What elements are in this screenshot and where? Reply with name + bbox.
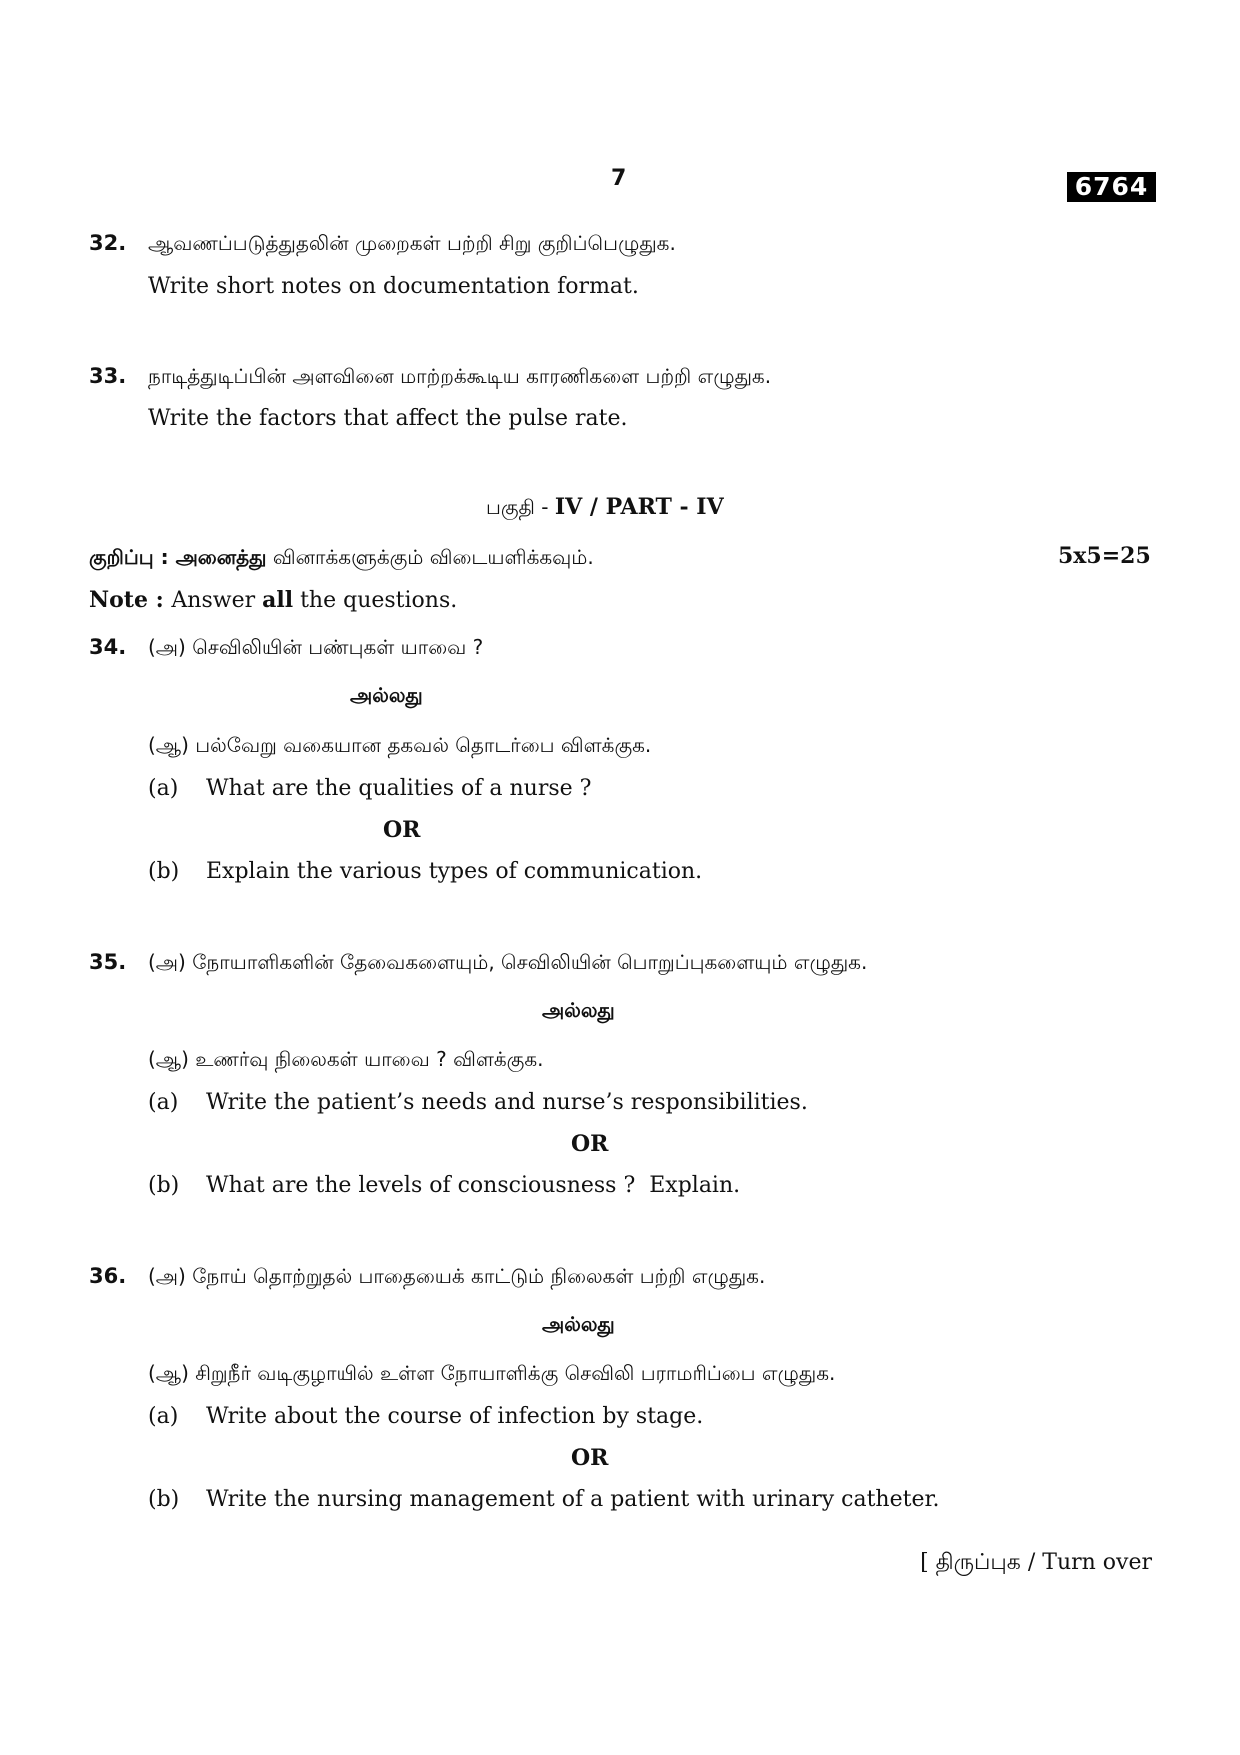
instruction-tamil-bold: அனைத்து [175,545,267,569]
part-heading-english: IV / PART - IV [554,494,724,520]
part-heading [486,494,724,522]
marks-allocation: 5x5=25 [1058,543,1151,569]
turn-over-note [920,1550,1152,1578]
q35-tamil-or: அல்லது [542,998,615,1022]
q36-label-b: (b) [148,1487,180,1512]
q36-label-a: (a) [148,1404,179,1429]
q34-tamil-option-b: (ஆ) பல்வேறு வகையான தகவல் தொடர்பை விளக்குக. [148,733,652,757]
instruction-tamil-label: குறிப்பு : [89,545,176,569]
q35-english-option-b: What are the levels of consciousness ? Explain. [206,1173,741,1198]
q34-label-b: (b) [148,859,180,884]
instruction-english [89,587,457,613]
part-heading-tamil: பகுதி - [486,495,555,519]
q33-tamil-text: நாடித்துடிப்பின் அளவினை மாற்றக்கூடிய காரணிகளை பற்றி எழுதுக. [148,364,772,388]
q36-or: OR [571,1445,609,1471]
paper-code-badge: 6764 [1067,172,1156,202]
instruction-english-post: the questions. [293,588,458,613]
q34-tamil-or: அல்லது [350,683,423,707]
q34-english-option-b: Explain the various types of communication. [206,859,703,884]
instruction-english-label: Note : [89,587,172,613]
question-number-35: 35. [89,950,127,974]
q36-tamil-or: அல்லது [542,1312,615,1336]
q36-english-option-b: Write the nursing management of a patient with urinary catheter. [206,1487,940,1512]
q36-english-option-a: Write about the course of infection by stage. [206,1404,704,1429]
q35-or: OR [571,1131,609,1157]
turn-over-text: [ திருப்புக / Turn over [920,1550,1152,1575]
question-number-33: 33. [89,364,127,388]
q32-tamil-text: ஆவணப்படுத்துதலின் முறைகள் பற்றி சிறு குறிப்பெழுதுக. [148,231,676,255]
q34-label-a: (a) [148,776,179,801]
q35-tamil-option-b: (ஆ) உணர்வு நிலைகள் யாவை ? விளக்குக. [148,1047,544,1071]
q36-tamil-option-a: (அ) நோய் தொற்றுதல் பாதையைக் காட்டும் நிலைகள் பற்றி எழுதுக. [148,1264,766,1288]
q35-label-b: (b) [148,1173,180,1198]
q34-or: OR [383,817,421,843]
question-number-36: 36. [89,1264,127,1288]
q35-label-a: (a) [148,1090,179,1115]
instruction-english-bold: all [262,587,294,613]
question-number-32: 32. [89,231,127,255]
q33-english-text: Write the factors that affect the pulse rate. [148,406,628,431]
q34-tamil-option-a: (அ) செவிலியின் பண்புகள் யாவை ? [148,635,484,659]
q35-english-option-a: Write the patient’s needs and nurse’s responsibilities. [206,1090,808,1115]
instruction-tamil [89,545,594,572]
q34-english-option-a: What are the qualities of a nurse ? [206,776,592,801]
q32-english-text: Write short notes on documentation format. [148,274,639,299]
question-number-34: 34. [89,635,127,659]
q36-tamil-option-b: (ஆ) சிறுநீர் வடிகுழாயில் உள்ள நோயாளிக்கு செவிலி பராமரிப்பை எழுதுக. [148,1361,836,1385]
page-number: 7 [611,166,627,191]
q35-tamil-option-a: (அ) நோயாளிகளின் தேவைகளையும், செவிலியின் பொறுப்புகளையும் எழுதுக. [148,950,868,974]
instruction-english-pre: Answer [171,588,263,613]
instruction-tamil-rest: வினாக்களுக்கும் விடையளிக்கவும். [266,545,594,569]
